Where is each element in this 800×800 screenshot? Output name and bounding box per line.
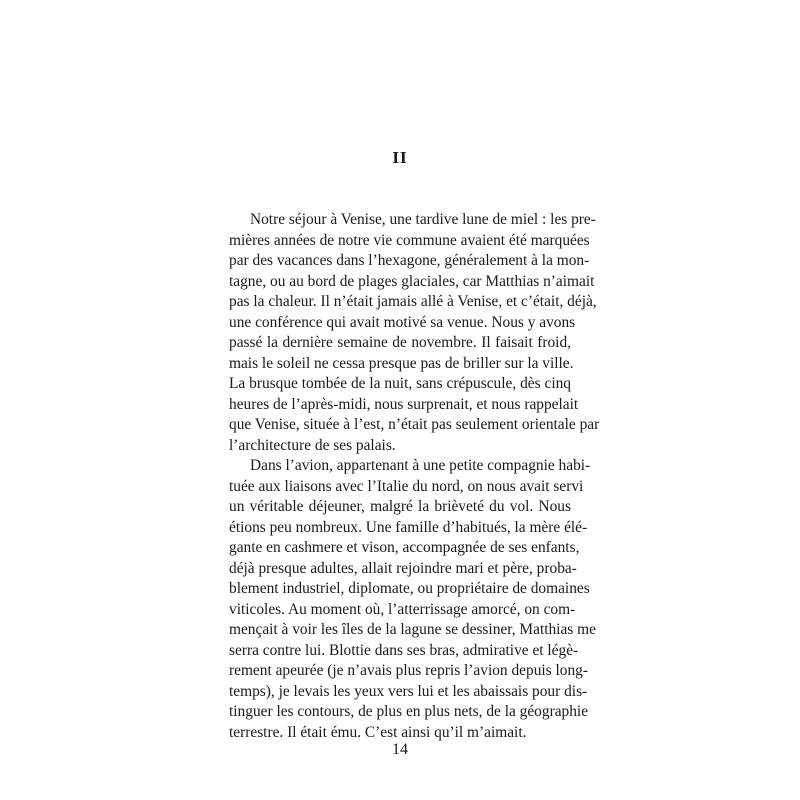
text-line: déjà presque adultes, allait rejoindre mari et père, proba- — [229, 559, 577, 577]
text-line: Dans l’avion, appartenant à une petite compagnie habi- — [250, 457, 591, 474]
text-line: mières années de notre vie commune avaient été marquées — [229, 231, 590, 249]
text-line: par des vacances dans l’hexagone, généralement à la mon- — [229, 252, 590, 269]
text-line: tuée aux liaisons avec l’Italie du nord, on nous avait servi — [229, 477, 584, 495]
text-line: blement industriel, diplomate, ou propriétaire de domaines — [229, 580, 590, 597]
text-line: temps), je levais les yeux vers lui et les abaissais pour dis- — [229, 682, 588, 700]
page-number: 14 — [392, 741, 408, 758]
text-line: tinguer les contours, de plus en plus nets, de la géographie — [229, 703, 589, 720]
text-line: heures de l’après-midi, nous surprenait, et nous rappelait — [229, 395, 579, 413]
text-line: viticoles. Au moment où, l’atterrissage amorcé, on com- — [229, 600, 576, 618]
text-line: Notre séjour à Venise, une tardive lune de miel : les pre- — [250, 211, 596, 228]
text-line: mais le soleil ne cessa presque pas de briller sur la ville. — [229, 354, 574, 372]
text-line: l’architecture de ses palais. — [229, 436, 396, 454]
text-line: rement apeurée (je n’avais plus repris l’avion depuis long- — [229, 662, 588, 679]
text-line: passé la dernière semaine de novembre. Il faisait froid, — [229, 334, 571, 351]
text-line: La brusque tombée de la nuit, sans crépuscule, dès cinq — [229, 375, 571, 392]
text-line: serra contre lui. Blottie dans ses bras, admirative et légè- — [229, 641, 579, 659]
text-line: une conférence qui avait motivé sa venue. Nous y avons — [229, 313, 576, 331]
text-line: étions peu nombreux. Une famille d’habitués, la mère élé- — [229, 518, 588, 536]
text-line: un véritable déjeuner, malgré la brièveté du vol. Nous — [229, 498, 571, 515]
chapter-heading: II — [392, 148, 408, 167]
text-line: terrestre. Il était ému. C’est ainsi qu’il m’aimait. — [229, 723, 527, 741]
text-line: mençait à voir les îles de la lagune se dessiner, Matthias me — [229, 621, 596, 638]
text-line: tagne, ou au bord de plages glaciales, car Matthias n’aimait — [229, 272, 595, 290]
body-text — [229, 210, 600, 743]
text-line: pas la chaleur. Il n’était jamais allé à Venise, et c’était, déjà, — [229, 293, 597, 310]
text-line: que Venise, située à l’est, n’était pas seulement orientale par — [229, 416, 600, 433]
text-line: gante en cashmere et vison, accompagnée de ses enfants, — [229, 539, 580, 556]
